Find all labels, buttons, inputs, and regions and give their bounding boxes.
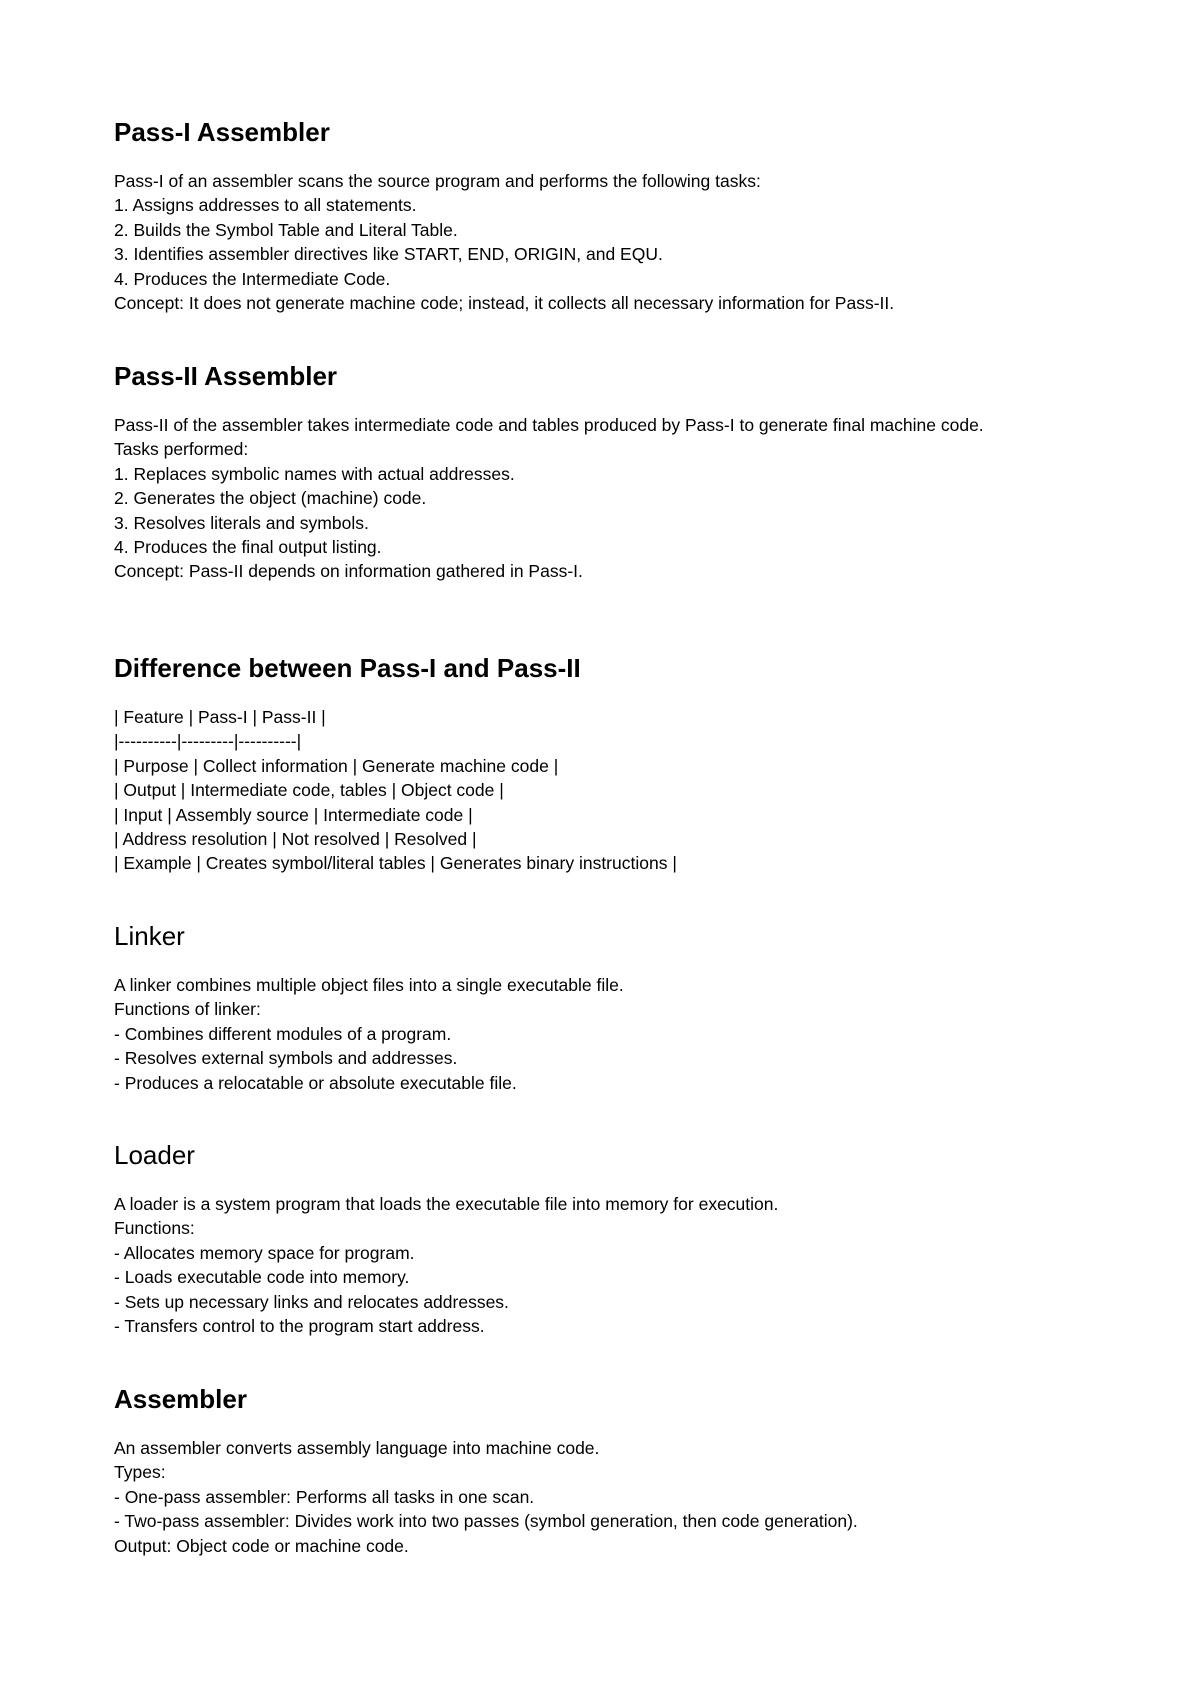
section-heading: Assembler — [114, 1384, 247, 1414]
section-loader — [114, 1140, 1094, 1338]
list-item: - Transfers control to the program start address. — [114, 1316, 485, 1337]
list-item: - Combines different modules of a program. — [114, 1023, 452, 1044]
paragraph-line: Output: Object code or machine code. — [114, 1535, 409, 1556]
list-item: - Sets up necessary links and relocates addresses. — [114, 1291, 509, 1312]
list-item: 3. Identifies assembler directives like START, END, ORIGIN, and EQU. — [114, 244, 663, 265]
table-row: | Output | Intermediate code, tables | Object code | — [114, 780, 504, 801]
section-pass-ii-assembler — [114, 361, 1094, 584]
paragraph-line: A loader is a system program that loads the executable file into memory for execution. — [114, 1194, 779, 1214]
section-assembler — [114, 1384, 1094, 1558]
list-item: 3. Resolves literals and symbols. — [114, 512, 369, 533]
table-row: | Feature | Pass-I | Pass-II | — [114, 707, 326, 727]
paragraph-line: A linker combines multiple object files into a single executable file. — [114, 975, 624, 995]
list-item: - Resolves external symbols and addresses. — [114, 1048, 458, 1069]
table-row: |----------|---------|----------| — [114, 731, 302, 752]
table-row: | Input | Assembly source | Intermediate code | — [114, 804, 473, 825]
list-item: 1. Assigns addresses to all statements. — [114, 195, 417, 216]
paragraph-line: Concept: It does not generate machine code; instead, it collects all necessary information for Pass-II. — [114, 293, 895, 314]
list-item: 2. Builds the Symbol Table and Literal Table. — [114, 219, 458, 240]
paragraph-line: Types: — [114, 1462, 166, 1483]
section-linker — [114, 921, 1094, 1095]
list-item: - Loads executable code into memory. — [114, 1267, 410, 1288]
section-pass-i-assembler — [114, 117, 1094, 315]
list-item: - One-pass assembler: Performs all tasks in one scan. — [114, 1486, 535, 1507]
list-item: - Two-pass assembler: Divides work into two passes (symbol generation, then code generation). — [114, 1511, 858, 1532]
paragraph-line: Pass-II of the assembler takes intermediate code and tables produced by Pass-I to generate final machine code. — [114, 415, 984, 435]
table-row: | Address resolution | Not resolved | Resolved | — [114, 829, 477, 850]
paragraph-line: Tasks performed: — [114, 439, 249, 460]
table-row: | Purpose | Collect information | Generate machine code | — [114, 755, 559, 776]
section-heading: Loader — [114, 1140, 195, 1170]
paragraph-line: An assembler converts assembly language into machine code. — [114, 1438, 600, 1458]
paragraph-line: Pass-I of an assembler scans the source program and performs the following tasks: — [114, 171, 761, 191]
list-item: - Allocates memory space for program. — [114, 1242, 415, 1263]
list-item: 4. Produces the Intermediate Code. — [114, 268, 391, 289]
section-heading: Linker — [114, 921, 185, 951]
list-item: - Produces a relocatable or absolute executable file. — [114, 1072, 517, 1093]
paragraph-line: Functions of linker: — [114, 999, 261, 1020]
section-heading: Pass-II Assembler — [114, 361, 338, 391]
section-heading: Difference between Pass-I and Pass-II — [114, 653, 581, 683]
list-item: 1. Replaces symbolic names with actual addresses. — [114, 463, 515, 484]
section-heading: Pass-I Assembler — [114, 117, 330, 147]
list-item: 2. Generates the object (machine) code. — [114, 488, 427, 509]
paragraph-line: Functions: — [114, 1218, 195, 1239]
paragraph-line: Concept: Pass-II depends on information gathered in Pass-I. — [114, 561, 583, 582]
list-item: 4. Produces the final output listing. — [114, 537, 382, 558]
table-row: | Example | Creates symbol/literal tables | Generates binary instructions | — [114, 853, 677, 874]
section-difference — [114, 653, 1094, 876]
